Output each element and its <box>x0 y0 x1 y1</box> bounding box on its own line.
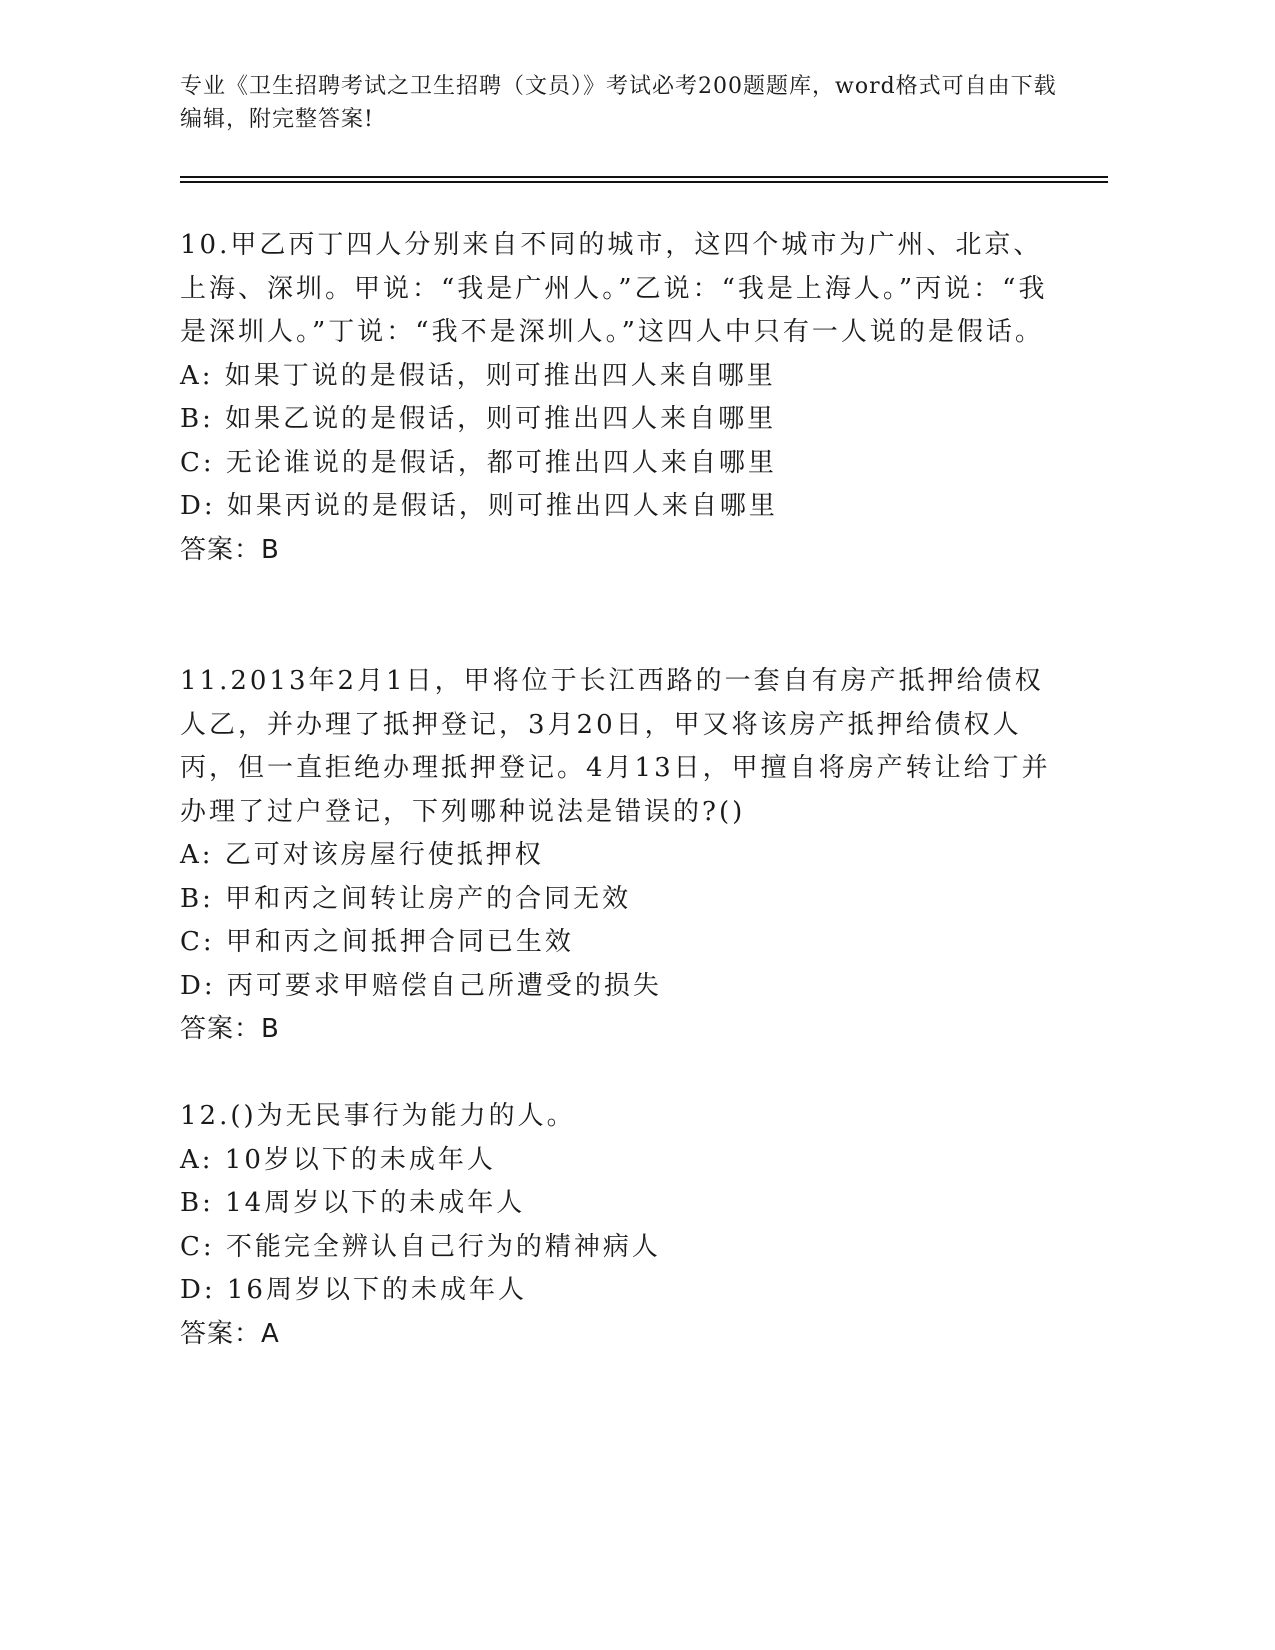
header-divider-top <box>180 176 1108 178</box>
option-a: A: 10岁以下的未成年人 <box>180 1144 496 1175</box>
question-stem: 12.()为无民事行为能力的人。 <box>180 1101 576 1131</box>
option-d: D: 16周岁以下的未成年人 <box>180 1275 527 1305</box>
header-divider-bottom <box>180 181 1108 183</box>
option-d: D: 丙可要求甲赔偿自己所遭受的损失 <box>180 970 662 1001</box>
option-c: C: 无论谁说的是假话，都可推出四人来自哪里 <box>180 447 777 478</box>
option-d: D: 如果丙说的是假话，则可推出四人来自哪里 <box>180 491 778 521</box>
answer-line: 答案：A <box>180 1318 280 1349</box>
question-12 <box>180 1095 1060 1356</box>
document-header <box>180 70 1060 136</box>
option-b: B: 如果乙说的是假话，则可推出四人来自哪里 <box>180 404 777 434</box>
option-a: A: 如果丁说的是假话，则可推出四人来自哪里 <box>180 360 776 391</box>
answer-line: 答案：B <box>180 534 280 565</box>
option-b: B: 14周岁以下的未成年人 <box>180 1188 526 1218</box>
question-10 <box>180 224 1060 572</box>
answer-line: 答案：B <box>180 1014 280 1044</box>
option-c: C: 甲和丙之间抵押合同已生效 <box>180 927 574 957</box>
option-c: C: 不能完全辨认自己行为的精神病人 <box>180 1231 661 1262</box>
option-b: B: 甲和丙之间转让房产的合同无效 <box>180 883 632 914</box>
question-11 <box>180 660 1060 1052</box>
document-title: 专业《卫生招聘考试之卫生招聘（文员）》考试必考200题题库，word格式可自由下载编辑，附完整答案! <box>180 74 1057 132</box>
question-stem: 10.甲乙丙丁四人分别来自不同的城市，这四个城市为广州、北京、上海、深圳。甲说：“我是广州人。”乙说：“我是上海人。”丙说：“我是深圳人。”丁说：“我不是深圳人。”这四人中只有一人说的是假话。 <box>180 230 1048 347</box>
option-a: A: 乙可对该房屋行使抵押权 <box>180 840 544 870</box>
question-stem: 11.2013年2月1日，甲将位于长江西路的一套自有房产抵押给债权人乙，并办理了抵押登记，3月20日，甲又将该房产抵押给债权人丙，但一直拒绝办理抵押登记。4月13日，甲擅自将房产转让给丁并办理了过户登记，下列哪种说法是错误的?() <box>180 666 1051 827</box>
